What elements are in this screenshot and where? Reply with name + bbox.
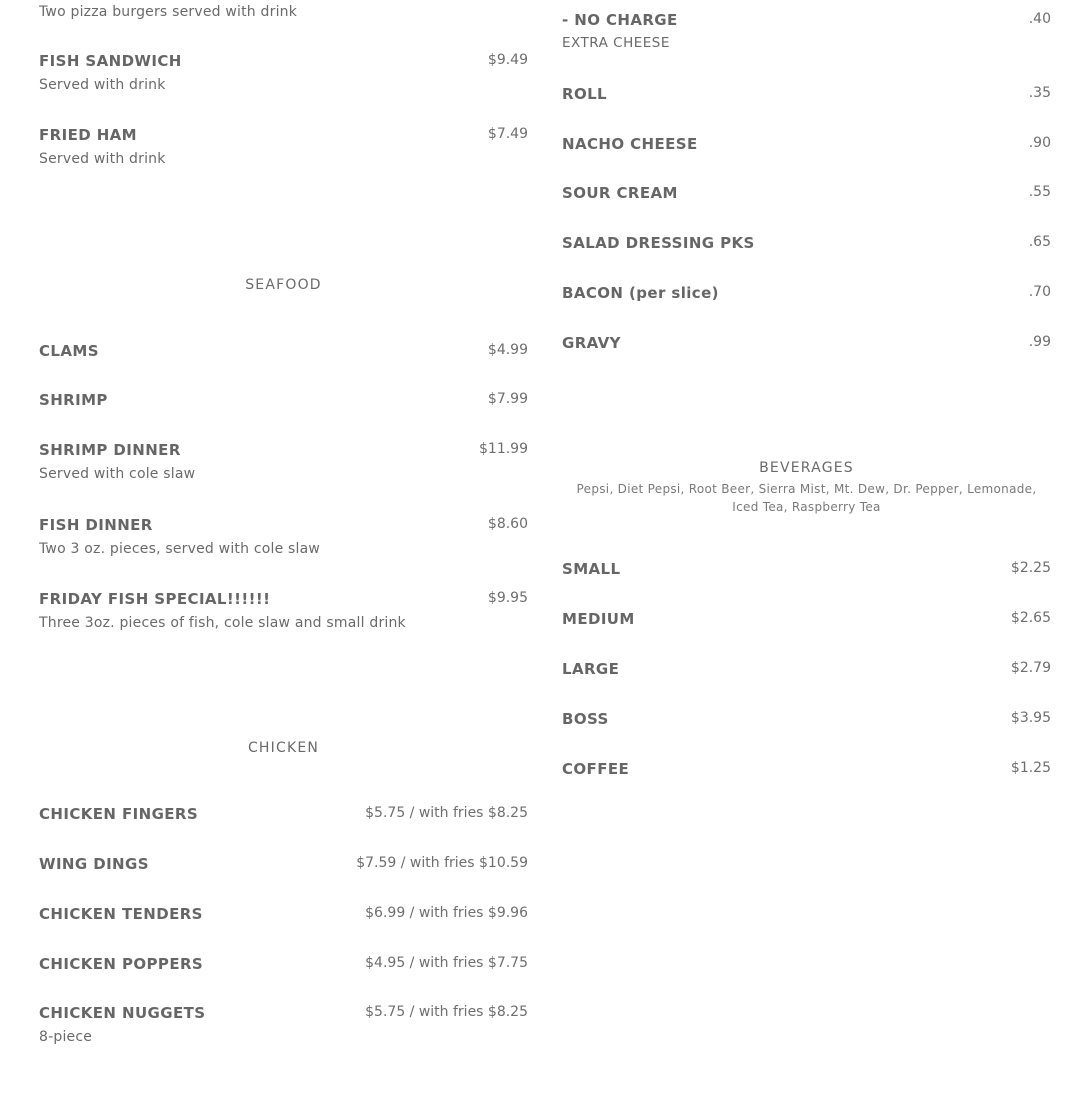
- menu-item-name: MEDIUM: [562, 610, 635, 628]
- menu-item-price: .55: [1028, 184, 1051, 200]
- menu-item-price: $5.75 / with fries $8.25: [365, 805, 528, 821]
- menu-item-desc: EXTRA CHEESE: [562, 35, 670, 51]
- menu-item-name: SHRIMP DINNER: [39, 441, 181, 459]
- menu-item-price: $11.99: [479, 441, 528, 457]
- menu-item-price: $2.65: [1010, 610, 1051, 626]
- menu-item-name: FRIDAY FISH SPECIAL!!!!!!: [39, 590, 271, 608]
- menu-item-desc: Three 3oz. pieces of fish, cole slaw and small drink: [39, 615, 406, 631]
- menu-item-desc: Served with cole slaw: [39, 466, 196, 482]
- section-title-seafood: SEAFOOD: [245, 277, 322, 293]
- beverages-flavor-list: Pepsi, Diet Pepsi, Root Beer, Sierra Mist, Mt. Dew, Dr. Pepper, Lemonade, Iced Tea, Raspberry Tea: [576, 482, 1037, 514]
- menu-item-name: FISH SANDWICH: [39, 52, 182, 70]
- menu-item-price: $4.95 / with fries $7.75: [365, 955, 528, 971]
- menu-item-price: $6.99 / with fries $9.96: [365, 905, 528, 921]
- menu-item-price: $7.49: [487, 126, 528, 142]
- menu-item-name: LARGE: [562, 660, 620, 678]
- menu-item-price: $7.99: [487, 391, 528, 407]
- section-title-chicken: CHICKEN: [247, 740, 320, 756]
- menu-item-name: BACON (per slice): [562, 284, 719, 302]
- menu-item-price: $3.95: [1010, 710, 1051, 726]
- menu-item-price: $9.95: [487, 590, 528, 606]
- menu-item-desc: Served with drink: [39, 151, 166, 167]
- menu-item-name: FRIED HAM: [39, 126, 137, 144]
- menu-item-price: $9.49: [487, 52, 528, 68]
- menu-item-price: .40: [1028, 11, 1051, 27]
- menu-item-price: $1.25: [1010, 760, 1051, 776]
- menu-item-desc: Served with drink: [39, 77, 166, 93]
- menu-item-price: .65: [1028, 234, 1051, 250]
- menu-item-name: CHICKEN POPPERS: [39, 955, 204, 973]
- menu-item-price: .70: [1028, 284, 1051, 300]
- menu-item-name: ROLL: [562, 85, 608, 103]
- section-title-beverages: BEVERAGES: [759, 460, 854, 476]
- menu-item-price: $2.79: [1010, 660, 1051, 676]
- menu-item-name: SOUR CREAM: [562, 184, 678, 202]
- menu-item-price: .99: [1028, 334, 1051, 350]
- menu-item-price: $2.25: [1010, 560, 1051, 576]
- menu-item-name: CLAMS: [39, 342, 99, 360]
- menu-item-price: $7.59 / with fries $10.59: [356, 855, 528, 871]
- menu-item-name: GRAVY: [562, 334, 621, 352]
- menu-item-name: SALAD DRESSING PKS: [562, 234, 755, 252]
- menu-item-name: SMALL: [562, 560, 621, 578]
- menu-item-price: $5.75 / with fries $8.25: [365, 1004, 528, 1020]
- menu-item-name: - NO CHARGE: [562, 11, 678, 29]
- menu-item-price: $4.99: [487, 342, 528, 358]
- menu-item-name: WING DINGS: [39, 855, 149, 873]
- menu-item-name: CHICKEN FINGERS: [39, 805, 199, 823]
- menu-item-price: $8.60: [487, 516, 528, 532]
- menu-item-desc: Two pizza burgers served with drink: [39, 4, 298, 20]
- menu-item-price: .35: [1028, 85, 1051, 101]
- menu-item-desc: Two 3 oz. pieces, served with cole slaw: [39, 541, 321, 557]
- menu-item-name: CHICKEN TENDERS: [39, 905, 203, 923]
- menu-item-name: CHICKEN NUGGETS: [39, 1004, 206, 1022]
- menu-item-name: BOSS: [562, 710, 609, 728]
- menu-item-price: .90: [1028, 135, 1051, 151]
- menu-item-name: NACHO CHEESE: [562, 135, 698, 153]
- menu-item-name: COFFEE: [562, 760, 630, 778]
- menu-item-name: FISH DINNER: [39, 516, 153, 534]
- menu-item-name: SHRIMP: [39, 391, 108, 409]
- menu-item-desc: 8-piece: [39, 1029, 93, 1045]
